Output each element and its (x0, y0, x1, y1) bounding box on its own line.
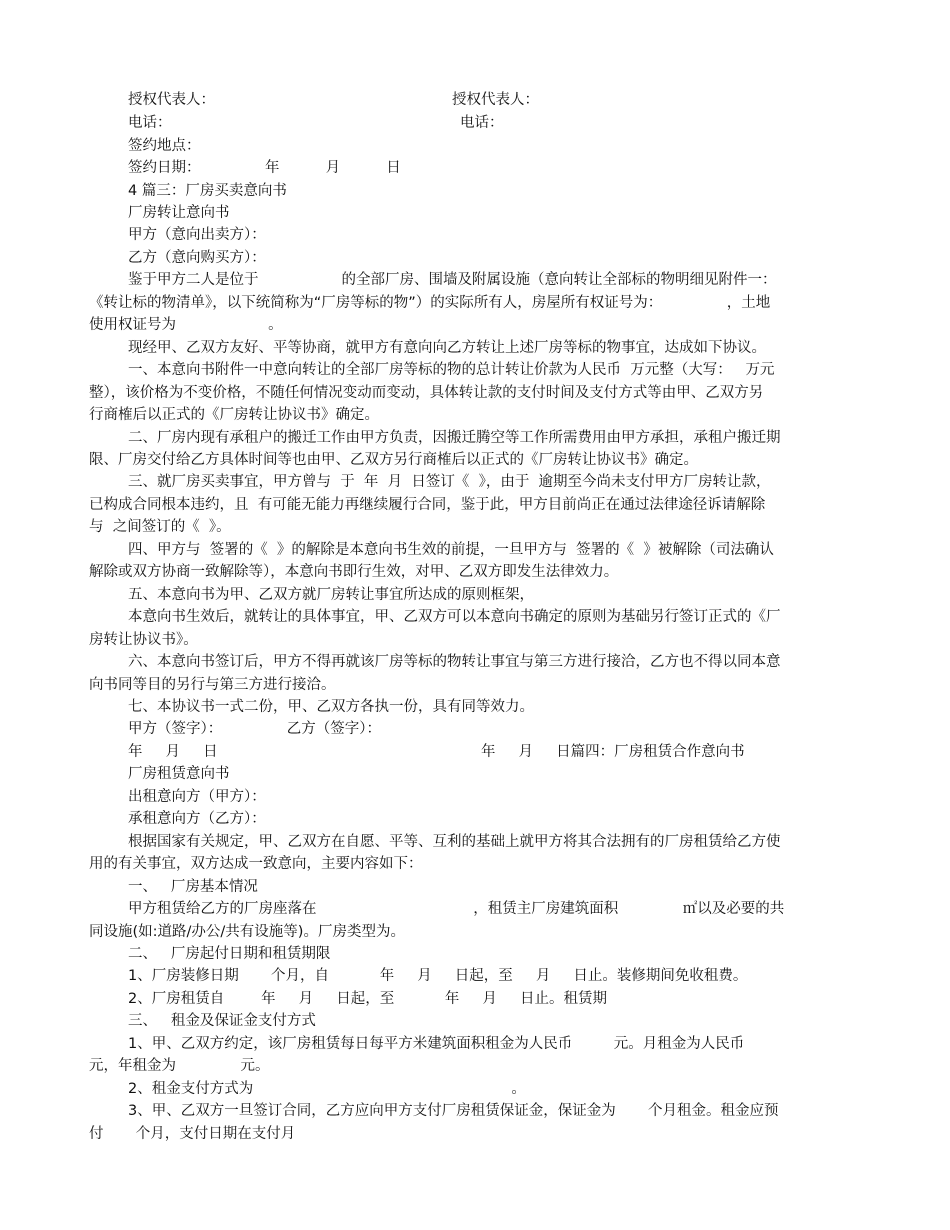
text-line: 甲方（签字）： 乙方（签字）： (128, 721, 382, 737)
text-line: 年 月 日篇四：厂房租赁合作意向书 (481, 744, 745, 760)
text-line: 本意向书生效后，就转让的具体事宜，甲、乙双方可以本意向书确定的原则为基础另行签订正式的《厂 (128, 609, 781, 625)
text-line: 二、厂房内现有承租户的搬迁工作由甲方负责，因搬迁腾空等工作所需费用由甲方承担，承租户搬迁期 (128, 430, 781, 446)
text-line: 厂房转让意向书 (128, 205, 230, 221)
text-line: 一、 厂房基本情况 (128, 879, 258, 895)
text-line: 甲方租赁给乙方的厂房座落在 ，租赁主厂房建筑面积 ㎡以及必要的共 (128, 901, 785, 917)
text-line: 元，年租金为 元。 (89, 1058, 270, 1074)
text-line: 一、本意向书附件一中意向转让的全部厂房等标的物的总计转让价款为人民币 万元整（大写： 万元 (128, 362, 775, 378)
text-line: 2、厂房租赁自 年 月 日起，至 年 月 日止。租赁期 (128, 991, 607, 1007)
text-line: 三、就厂房买卖事宜，甲方曾与 于 年 月 日签订《 》，由于 逾期至今尚未支付甲方厂房转让款， (128, 474, 771, 490)
text-line: 五、本意向书为甲、乙双方就厂房转让事宜所达成的原则框架， (128, 587, 534, 603)
text-line: 授权代表人： (452, 92, 539, 108)
text-line: 电话： (128, 115, 172, 131)
text-line: 年 月 日 (128, 744, 218, 760)
text-line: 已构成合同根本违约，且 有可能无能力再继续履行合同，鉴于此，甲方目前尚正在通过法律途径诉请解除 (89, 497, 766, 513)
text-line: 七、本协议书一式二份，甲、乙双方各执一份，具有同等效力。 (128, 699, 534, 715)
text-line: 4 篇三：厂房买卖意向书 (128, 183, 287, 199)
text-line: 授权代表人： (128, 92, 215, 108)
text-line: 六、本意向书签订后，甲方不得再就该厂房等标的物转让事宜与第三方进行接洽，乙方也不得以同本意 (128, 654, 781, 670)
text-line: 电话： (460, 115, 504, 131)
text-line: 《转让标的物清单》，以下统简称为“厂房等标的物”）的实际所有人，房屋所有权证号为： ，土地 (89, 295, 771, 311)
text-line: 付 个月，支付日期在支付月 (89, 1126, 296, 1142)
text-line: 1、厂房装修日期 个月，自 年 月 日起，至 月 日止。装修期间免收租费。 (128, 968, 748, 984)
text-line: 二、 厂房起付日期和租赁期限 (128, 946, 331, 962)
text-line: 鉴于甲方二人是位于 的全部厂房、围墙及附属设施（意向转让全部标的物明细见附件一： (128, 272, 777, 288)
text-line: 四、甲方与 签署的《 》的解除是本意向书生效的前提，一旦甲方与 签署的《 》被解除（司法确认 (128, 542, 774, 558)
text-line: 签约日期： 年 月 日 (128, 160, 401, 176)
text-line: 1、甲、乙双方约定，该厂房租赁每日每平方米建筑面积租金为人民币 元。月租金为人民币 (128, 1036, 745, 1052)
text-line: 用的有关事宜，双方达成一致意向，主要内容如下： (89, 856, 423, 872)
text-line: 同设施(如:道路/办公/共有设施等)。厂房类型为。 (89, 924, 405, 940)
text-line: 3、甲、乙双方一旦签订合同，乙方应向甲方支付厂房租赁保证金，保证金为 个月租金。租金应预 (128, 1103, 779, 1119)
text-line: 乙方（意向购买方）： (128, 250, 266, 266)
text-line: 承租意向方（乙方）： (128, 811, 266, 827)
text-line: 厂房租赁意向书 (128, 766, 230, 782)
text-line: 甲方（意向出卖方）： (128, 227, 266, 243)
text-line: 现经甲、乙双方友好、平等协商，就甲方有意向向乙方转让上述厂房等标的物事宜，达成如下协议。 (128, 340, 766, 356)
text-line: 2、租金支付方式为 。 (128, 1081, 526, 1097)
text-line: 整），该价格为不变价格，不随任何情况变动而变动，具体转让款的支付时间及支付方式等由甲、乙双方另 (89, 385, 764, 401)
text-line: 出租意向方（甲方）： (128, 789, 266, 805)
text-line: 与 之间签订的《 》。 (89, 519, 231, 535)
text-line: 解除或双方协商一致解除等），本意向书即行生效，对甲、乙双方即发生法律效力。 (89, 564, 619, 580)
text-line: 根据国家有关规定，甲、乙双方在自愿、平等、互利的基础上就甲方将其合法拥有的厂房租赁给乙方使 (128, 834, 781, 850)
text-line: 三、 租金及保证金支付方式 (128, 1013, 316, 1029)
text-line: 限、厂房交付给乙方具体时间等也由甲、乙双方另行商榷后以正式的《厂房转让协议书》确定。 (89, 452, 698, 468)
text-line: 房转让协议书》。 (89, 632, 198, 648)
text-line: 签约地点： (128, 138, 201, 154)
text-line: 向书同等目的另行与第三方进行接洽。 (89, 677, 336, 693)
text-line: 使用权证号为 。 (89, 317, 283, 333)
text-line: 行商榷后以正式的《厂房转让协议书》确定。 (89, 407, 379, 423)
